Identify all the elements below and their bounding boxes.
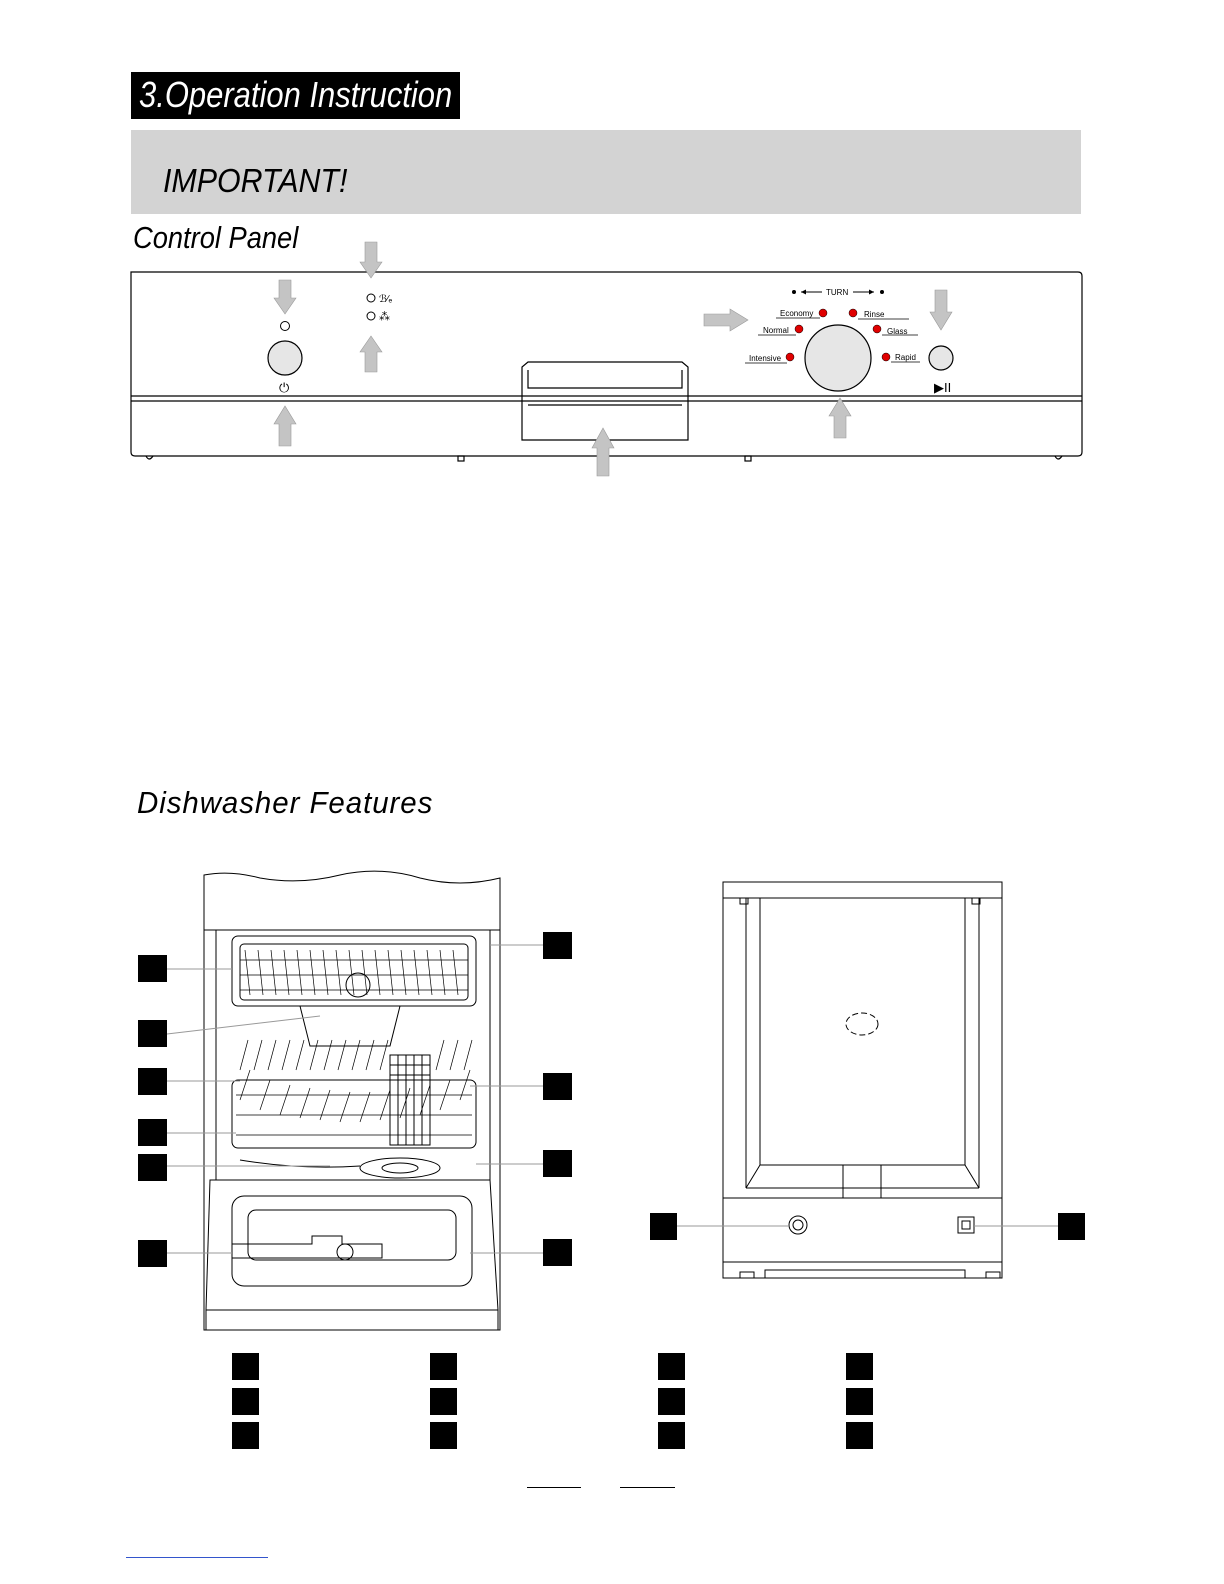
power-icon: ⏻ [279, 380, 290, 395]
start-pause-button[interactable] [929, 346, 953, 370]
front-callout-lines [167, 945, 543, 1253]
control-panel-title: Control Panel [133, 220, 299, 255]
section-heading-text: 3.Operation Instruction [139, 74, 453, 115]
program-rinse: Rinse [864, 310, 885, 319]
legend-key-boxes [232, 1353, 873, 1449]
program-normal: Normal [763, 326, 789, 335]
rinse-aid-icon: ℬ∕ₑ [379, 294, 393, 305]
arrow-down-1 [274, 280, 296, 314]
rear-view [723, 882, 1002, 1278]
program-glass: Glass [887, 327, 908, 336]
arrow-up-4 [274, 406, 296, 446]
rear-callout-boxes [650, 1213, 1085, 1240]
important-label: IMPORTANT! [163, 162, 348, 199]
front-view [204, 871, 500, 1330]
front-callout-boxes [138, 932, 572, 1267]
power-button[interactable] [268, 341, 302, 375]
program-selector-knob[interactable] [805, 325, 871, 391]
footer-link-underline [126, 1557, 268, 1558]
control-panel-diagram [0, 0, 1224, 480]
footer-line-right [620, 1487, 675, 1488]
program-economy: Economy [780, 309, 814, 318]
power-indicator-light [281, 322, 290, 331]
arrow-up-3 [360, 336, 382, 372]
arrow-up-5 [592, 428, 614, 476]
arrow-up-7 [829, 398, 851, 438]
rinse-aid-light [367, 294, 375, 302]
features-title: Dishwasher Features [137, 785, 434, 820]
salt-light [367, 312, 375, 320]
arrow-right-6 [704, 309, 748, 331]
start-pause-icon: ▶II [934, 380, 952, 395]
salt-icon: ⁂ [379, 311, 390, 323]
turn-label: TURN [826, 288, 849, 297]
program-rapid: Rapid [895, 353, 916, 362]
program-intensive: Intensive [749, 354, 782, 363]
arrow-down-8 [930, 290, 952, 330]
footer-line-left [527, 1487, 581, 1488]
